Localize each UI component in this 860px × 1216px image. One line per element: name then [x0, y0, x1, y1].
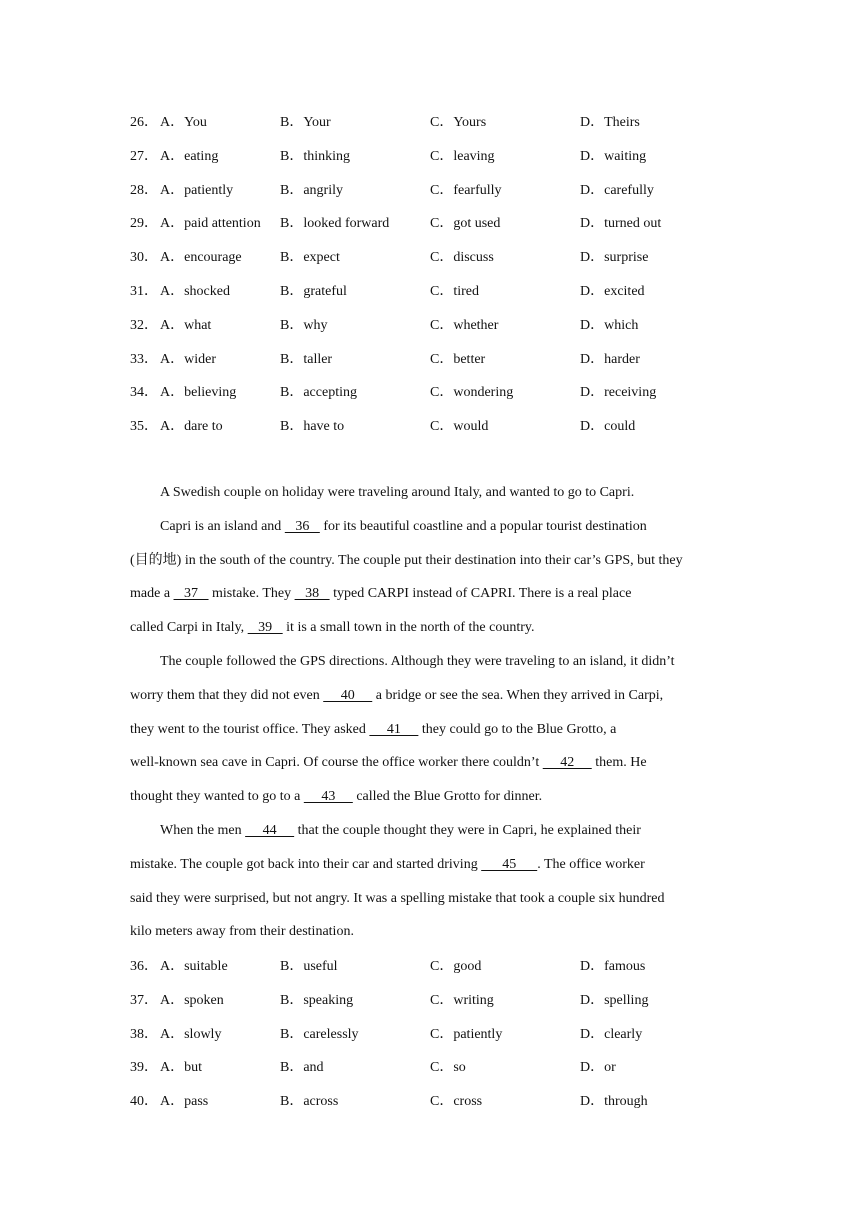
option-b: B．angrily: [280, 182, 343, 198]
option-b: B．accepting: [280, 385, 357, 401]
question-row: [130, 993, 770, 1027]
passage-text: The couple followed the GPS directions. Although they were traveling to an island, it didn’t: [160, 653, 675, 669]
option-a: A．patiently: [160, 182, 234, 198]
blank-44: 44: [245, 822, 295, 838]
passage-line: [130, 553, 740, 587]
passage-line: [130, 823, 740, 857]
option-d: D．could: [580, 419, 636, 435]
question-number: 28．: [130, 182, 158, 198]
question-row: [130, 149, 770, 183]
option-c: C．good: [430, 959, 482, 974]
option-b: B．speaking: [280, 992, 354, 1008]
question-number: 34．: [130, 385, 158, 401]
passage-line: [130, 924, 740, 958]
passage-text: it is a small town in the north of the country.: [282, 620, 535, 636]
option-b: B．taller: [280, 351, 333, 367]
option-c: C．patiently: [430, 1026, 503, 1042]
passage-line: [130, 586, 740, 620]
option-d: D．turned out: [580, 216, 662, 232]
option-a: A．pass: [160, 1094, 209, 1110]
option-d: D．harder: [580, 351, 640, 367]
option-a: A．paid attention: [160, 216, 261, 232]
passage-text: they went to the tourist office. They asked: [130, 721, 370, 737]
option-d: D．excited: [580, 283, 645, 299]
passage-line: [130, 857, 740, 891]
question-number: 39．: [130, 1060, 158, 1076]
blank-42: 42: [542, 755, 592, 771]
option-a: A．wider: [160, 351, 216, 367]
option-b: B．have to: [280, 419, 345, 435]
question-row: [130, 385, 770, 419]
option-a: A．spoken: [160, 992, 224, 1008]
passage-text: well-known sea cave in Capri. Of course the office worker there couldn’t: [130, 755, 543, 771]
question-number: 27．: [130, 148, 158, 164]
option-c: C．writing: [430, 992, 494, 1008]
question-row: [130, 1060, 770, 1094]
options-36-40: [130, 959, 770, 1128]
option-a: A．believing: [160, 385, 237, 401]
option-b: B．useful: [280, 959, 338, 974]
passage-text: a bridge or see the sea. When they arrived in Carpi,: [372, 687, 664, 703]
passage-text: . The office worker: [537, 856, 645, 872]
question-number: 32．: [130, 317, 158, 333]
question-row: [130, 1027, 770, 1061]
option-b: B．Your: [280, 115, 331, 130]
option-d: D．receiving: [580, 385, 657, 401]
passage-line: [130, 485, 740, 519]
option-b: B．looked forward: [280, 216, 390, 232]
option-d: D．carefully: [580, 182, 654, 198]
question-row: [130, 115, 770, 149]
option-a: A．suitable: [160, 959, 228, 974]
passage-text: for its beautiful coastline and a popular tourist destination: [319, 518, 647, 534]
options-26-35: [130, 115, 770, 453]
question-row: [130, 1094, 770, 1128]
passage-text: said they were surprised, but not angry. It was a spelling mistake that took a couple six hundred: [130, 890, 665, 906]
question-row: [130, 959, 770, 993]
option-a: A．eating: [160, 148, 219, 164]
passage-text: (目的地) in the south of the country. The couple put their destination into their car’s GPS, but they: [130, 552, 683, 568]
question-number: 31．: [130, 283, 158, 299]
passage-line: [130, 654, 740, 688]
blank-38: 38: [294, 586, 330, 602]
blank-40: 40: [323, 687, 373, 703]
option-c: C．got used: [430, 216, 501, 232]
question-number: 37．: [130, 992, 158, 1008]
passage-text: typed CARPI instead of CAPRI. There is a real place: [329, 586, 632, 602]
passage-text: worry them that they did not even: [130, 687, 324, 703]
option-b: B．across: [280, 1094, 339, 1110]
passage-text: they could go to the Blue Grotto, a: [418, 721, 617, 737]
option-c: C．would: [430, 419, 489, 435]
passage-text: When the men: [160, 822, 246, 838]
option-b: B．why: [280, 317, 328, 333]
option-d: D．spelling: [580, 992, 649, 1008]
option-d: D．famous: [580, 959, 646, 974]
question-row: [130, 183, 770, 217]
question-number: 40．: [130, 1094, 158, 1110]
option-a: A．You: [160, 115, 207, 130]
option-c: C．fearfully: [430, 182, 502, 198]
blank-41: 41: [369, 721, 419, 737]
passage-line: [130, 891, 740, 925]
question-row: [130, 318, 770, 352]
option-a: A．encourage: [160, 250, 242, 266]
option-d: D．Theirs: [580, 115, 640, 130]
passage-text: that the couple thought they were in Capri, he explained their: [294, 822, 641, 838]
passage-line: [130, 519, 740, 553]
passage-line: [130, 722, 740, 756]
question-number: 33．: [130, 351, 158, 367]
passage-text: called Carpi in Italy,: [130, 620, 248, 636]
passage-text: mistake. The couple got back into their car and started driving: [130, 856, 482, 872]
option-c: C．discuss: [430, 250, 494, 266]
passage-text: thought they wanted to go to a: [130, 789, 304, 805]
passage-line: [130, 789, 740, 823]
option-d: D．or: [580, 1060, 616, 1076]
question-number: 30．: [130, 250, 158, 266]
question-row: [130, 419, 770, 453]
passage-text: them. He: [591, 755, 647, 771]
reading-passage: [130, 485, 740, 958]
option-b: B．carelessly: [280, 1026, 359, 1042]
option-c: C．cross: [430, 1094, 483, 1110]
option-b: B．expect: [280, 250, 340, 266]
blank-37: 37: [173, 586, 209, 602]
passage-text: made a: [130, 586, 174, 602]
option-b: B．and: [280, 1060, 324, 1076]
question-number: 29．: [130, 216, 158, 232]
option-d: D．waiting: [580, 148, 647, 164]
option-d: D．surprise: [580, 250, 649, 266]
option-c: C．whether: [430, 317, 499, 333]
question-number: 36．: [130, 959, 158, 974]
option-a: A．shocked: [160, 283, 230, 299]
passage-text: called the Blue Grotto for dinner.: [352, 789, 543, 805]
option-b: B．grateful: [280, 283, 347, 299]
option-c: C．Yours: [430, 115, 487, 130]
option-c: C．better: [430, 351, 486, 367]
passage-text: mistake. They: [208, 586, 295, 602]
question-number: 35．: [130, 419, 158, 435]
passage-line: [130, 620, 740, 654]
option-b: B．thinking: [280, 148, 351, 164]
blank-36: 36: [284, 518, 320, 534]
option-a: A．dare to: [160, 419, 223, 435]
blank-45: 45: [481, 856, 538, 872]
blank-43: 43: [303, 789, 353, 805]
option-c: C．tired: [430, 283, 479, 299]
passage-text: Capri is an island and: [160, 518, 285, 534]
option-a: A．slowly: [160, 1026, 222, 1042]
question-row: [130, 352, 770, 386]
question-row: [130, 216, 770, 250]
option-c: C．leaving: [430, 148, 495, 164]
blank-39: 39: [247, 620, 283, 636]
option-d: D．clearly: [580, 1026, 643, 1042]
question-row: [130, 250, 770, 284]
option-d: D．through: [580, 1094, 648, 1110]
question-number: 26．: [130, 115, 158, 130]
question-row: [130, 284, 770, 318]
option-a: A．but: [160, 1060, 202, 1076]
passage-line: [130, 755, 740, 789]
option-c: C．so: [430, 1060, 466, 1076]
question-number: 38．: [130, 1026, 158, 1042]
option-d: D．which: [580, 317, 639, 333]
passage-line: [130, 688, 740, 722]
option-c: C．wondering: [430, 385, 514, 401]
passage-text: kilo meters away from their destination.: [130, 924, 354, 940]
passage-text: A Swedish couple on holiday were traveling around Italy, and wanted to go to Capri.: [160, 485, 635, 500]
option-a: A．what: [160, 317, 212, 333]
